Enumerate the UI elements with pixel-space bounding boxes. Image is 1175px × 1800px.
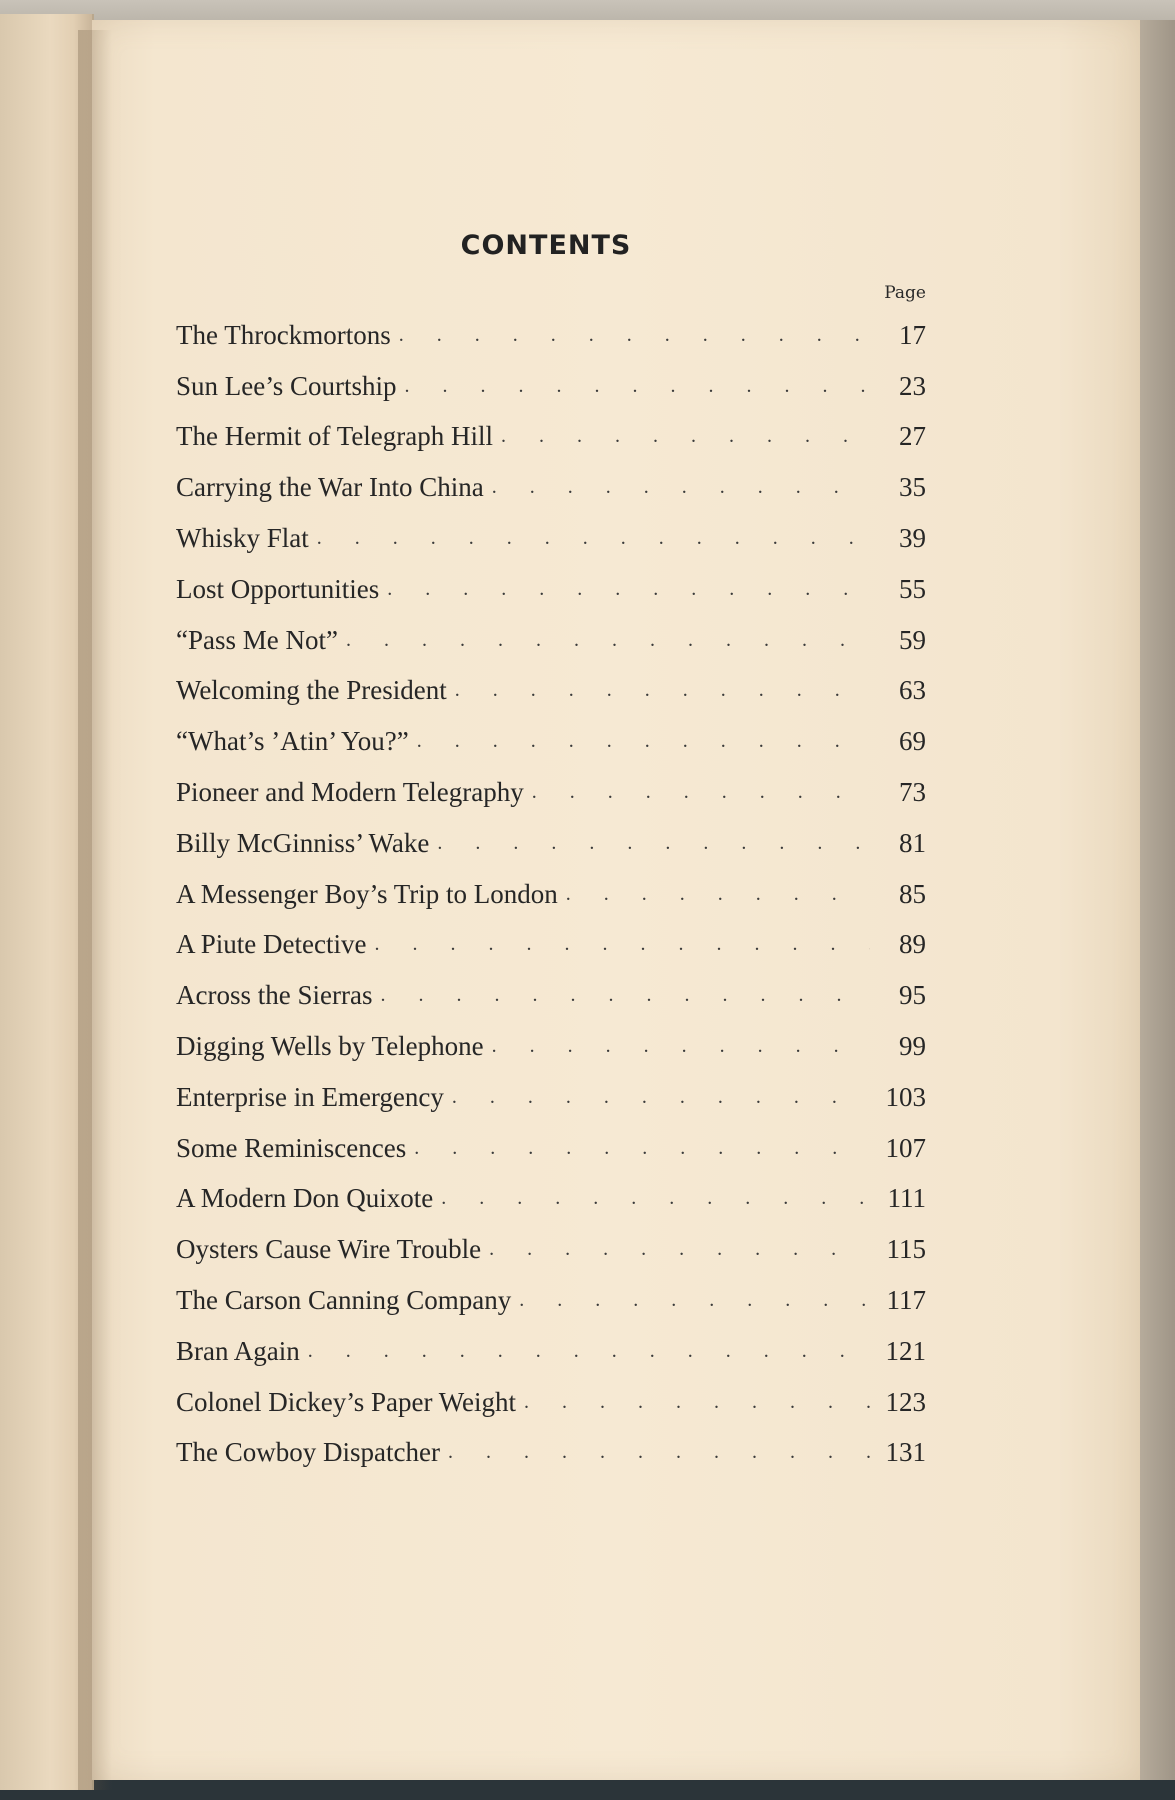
contents-entry: [176, 1377, 926, 1428]
dot-leader: [492, 476, 870, 499]
contents-entry: [176, 666, 926, 717]
entry-title: Across the Sierras: [176, 980, 373, 1011]
dot-leader: [524, 1391, 870, 1414]
dot-leader: [317, 527, 870, 550]
entry-page-number: 121: [885, 1335, 926, 1366]
contents-entry: [176, 1072, 926, 1123]
entry-title: “What’s ’Atin’ You?”: [176, 726, 409, 757]
dot-leader: [374, 933, 870, 956]
entry-title: Pioneer and Modern Telegraphy: [176, 777, 524, 808]
dot-leader: [437, 832, 870, 855]
dot-leader: [452, 1086, 870, 1109]
entry-page-number: 123: [885, 1386, 926, 1417]
entry-page-number: 69: [899, 726, 926, 757]
page-title: CONTENTS: [460, 230, 632, 261]
entry-title: The Hermit of Telegraph Hill: [176, 421, 494, 452]
entry-title: Billy McGinniss’ Wake: [176, 827, 430, 858]
entry-page-number: 111: [887, 1183, 926, 1214]
contents-entry: [176, 462, 926, 513]
entry-page-number: 89: [899, 929, 926, 960]
dot-leader: [346, 629, 870, 652]
entry-page-number: 117: [886, 1285, 926, 1316]
dot-leader: [532, 781, 870, 804]
contents-entry: [176, 818, 926, 869]
contents-entry: [176, 767, 926, 818]
spine-shadow: [78, 30, 112, 1790]
entry-title: A Modern Don Quixote: [176, 1183, 434, 1214]
contents-entry: [176, 970, 926, 1021]
dot-leader: [387, 578, 870, 601]
entry-page-number: 17: [899, 319, 926, 350]
entry-title: Colonel Dickey’s Paper Weight: [176, 1386, 517, 1417]
cover-right-edge: [1140, 20, 1175, 1780]
dot-leader: [380, 984, 870, 1007]
entry-title: Whisky Flat: [176, 523, 309, 554]
entry-page-number: 131: [885, 1437, 926, 1468]
entry-title: Oysters Cause Wire Trouble: [176, 1234, 482, 1265]
dot-leader: [417, 730, 870, 753]
contents-entry: [176, 1326, 926, 1377]
entry-page-number: 85: [899, 878, 926, 909]
entry-page-number: 27: [899, 421, 926, 452]
dot-leader: [308, 1340, 870, 1363]
entry-page-number: 23: [899, 370, 926, 401]
entry-title: Carrying the War Into China: [176, 472, 484, 503]
entry-title: Lost Opportunities: [176, 573, 380, 604]
entry-title: The Throckmortons: [176, 319, 391, 350]
dot-leader: [448, 1441, 870, 1464]
entry-page-number: 103: [885, 1081, 926, 1112]
entry-page-number: 115: [886, 1234, 926, 1265]
entry-title: Digging Wells by Telephone: [176, 1031, 484, 1062]
contents-entry: [176, 564, 926, 615]
entry-page-number: 35: [899, 472, 926, 503]
entry-title: Enterprise in Emergency: [176, 1081, 444, 1112]
contents-entry: [176, 1224, 926, 1275]
dot-leader: [414, 1137, 870, 1160]
entry-page-number: 39: [899, 523, 926, 554]
contents-entry: [176, 716, 926, 767]
contents-entry: [176, 513, 926, 564]
contents-entry: [176, 869, 926, 920]
entry-title: Sun Lee’s Courtship: [176, 370, 397, 401]
dot-leader: [492, 1035, 870, 1058]
entry-title: Some Reminiscences: [176, 1132, 407, 1163]
entry-page-number: 107: [885, 1132, 926, 1163]
contents-entry: [176, 1174, 926, 1225]
dot-leader: [519, 1289, 870, 1312]
entry-title: A Messenger Boy’s Trip to London: [176, 878, 558, 909]
entry-title: Welcoming the President: [176, 675, 447, 706]
contents-entry: [176, 412, 926, 463]
contents-entry: [176, 361, 926, 412]
dot-leader: [455, 679, 870, 702]
contents-entry: [176, 615, 926, 666]
entry-page-number: 99: [899, 1031, 926, 1062]
contents-entry: [176, 920, 926, 971]
contents-list: [176, 310, 926, 1478]
dot-leader: [399, 324, 870, 347]
dot-leader: [441, 1187, 870, 1210]
dot-leader: [566, 883, 870, 906]
entry-page-number: 95: [899, 980, 926, 1011]
dot-leader: [501, 425, 870, 448]
entry-title: The Carson Canning Company: [176, 1285, 512, 1316]
entry-title: Bran Again: [176, 1335, 300, 1366]
contents-entry: [176, 1428, 926, 1479]
contents-entry: [176, 1021, 926, 1072]
entry-page-number: 59: [899, 624, 926, 655]
entry-page-number: 63: [899, 675, 926, 706]
entry-title: “Pass Me Not”: [176, 624, 338, 655]
entry-title: The Cowboy Dispatcher: [176, 1437, 440, 1468]
page-column-label: Page: [884, 283, 926, 303]
contents-entry: [176, 1275, 926, 1326]
entry-title: A Piute Detective: [176, 929, 367, 960]
contents-entry: [176, 1123, 926, 1174]
entry-page-number: 73: [899, 777, 926, 808]
entry-page-number: 55: [899, 573, 926, 604]
dot-leader: [489, 1238, 870, 1261]
contents-entry: [176, 310, 926, 361]
dot-leader: [405, 375, 871, 398]
entry-page-number: 81: [899, 827, 926, 858]
